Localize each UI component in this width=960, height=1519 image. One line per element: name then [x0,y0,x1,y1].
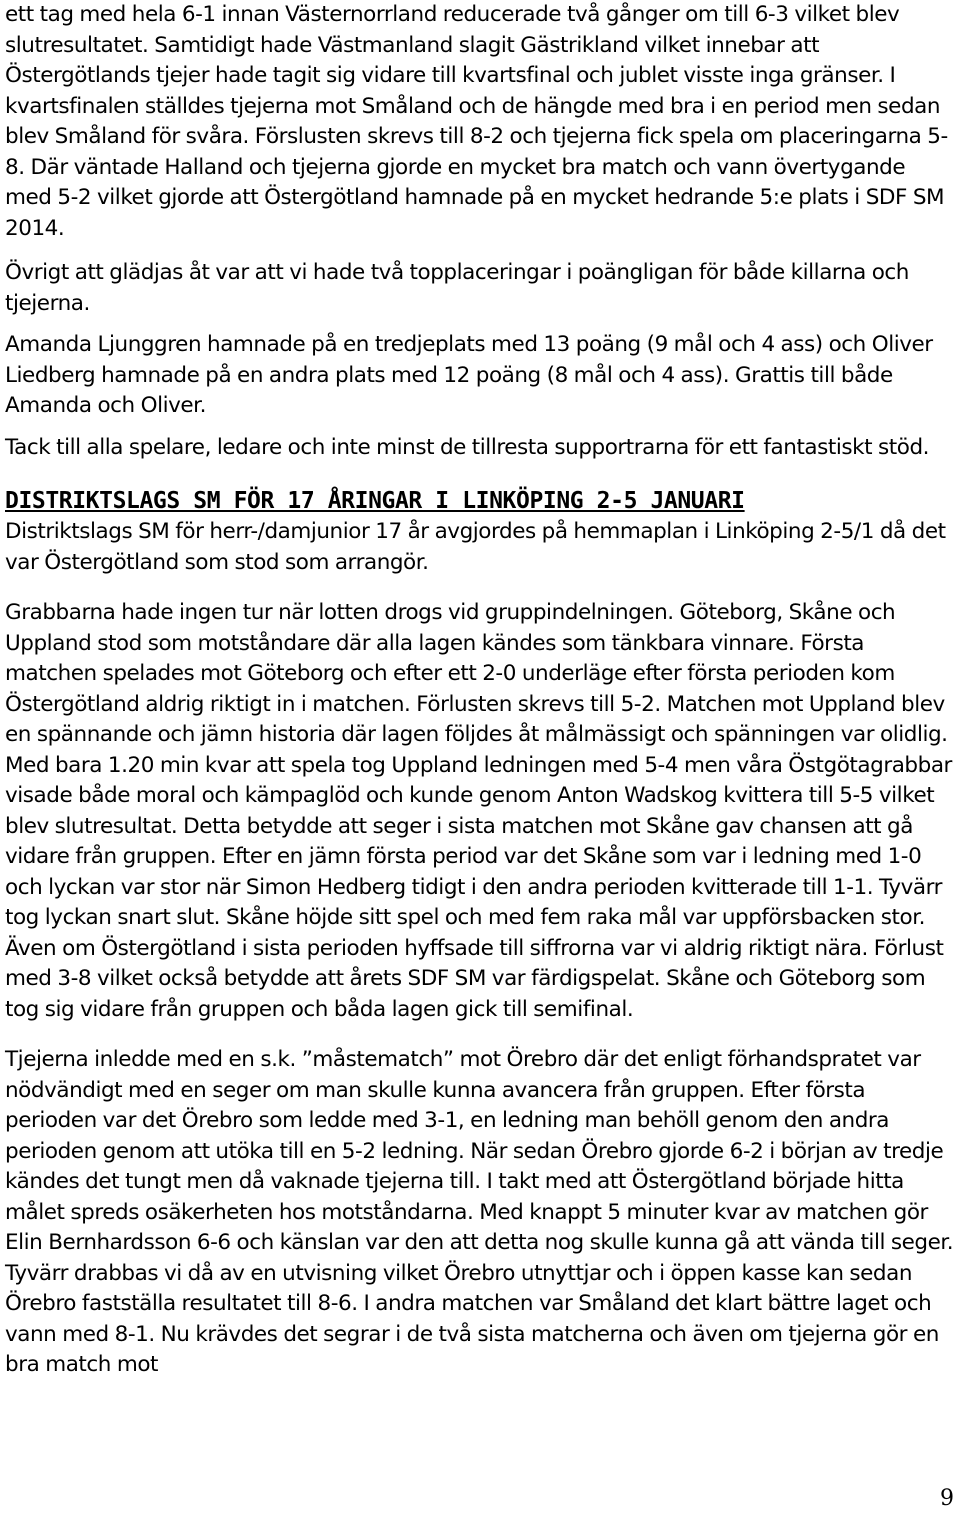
paragraph-scoring-league: Övrigt att glädjas åt var att vi hade två topplaceringar i poängligan för både killarna och tjejerna. [5,260,909,316]
section-heading: DISTRIKTSLAGS SM FÖR 17 ÅRINGAR I LINKÖPING 2-5 JANUARI [5,488,745,514]
paragraph-top-scorers: Amanda Ljunggren hamnade på en tredjeplats med 13 poäng (9 mål och 4 ass) och Oliver Liedberg hamnade på en andra plats med 12 poäng (8 mål och 4 ass). Grattis till både Amanda och Oliver. [5,332,933,418]
document-page [5,0,957,1381]
paragraph-section-intro: Distriktslags SM för herr-/damjunior 17 år avgjordes på hemmaplan i Linköping 2-5/1 då det var Östergötland som stod som arrangör. [5,519,946,575]
paragraph-boys-report: Grabbarna hade ingen tur när lotten drogs vid gruppindelningen. Göteborg, Skåne och Uppland stod som motståndare där alla lagen kändes som tänkbara vinnare. Första matchen spelades mot Göteborg och efter ett 2-0 underläge efter första perioden kom Östergötland aldrig riktigt in i matchen. Förlusten skrevs till 5-2. Matchen mot Uppland blev en spännande och jämn historia där lagen följdes åt målmässigt och spänningen var olidlig. Med bara 1.20 min kvar att spela tog Uppland ledningen med 5-4 men våra Östgötagrabbar visade både moral och kämpaglöd och kunde genom Anton Wadskog kvittera till 5-5 vilket blev slutresultat. Detta betydde att seger i sista matchen mot Skåne gav chansen att gå vidare från gruppen. Efter en jämn första period var det Skåne som var i ledning med 1-0 och lyckan var stor när Simon Hedberg tidigt i den andra perioden kvitterade till 1-1. Tyvärr tog lyckan snart slut. Skåne höjde sitt spel och med fem raka mål var uppförsbacken stor. Även om Östergötland i sista perioden hyffsade till siffrorna var vi aldrig riktigt nära. Förlust med 3-8 vilket också betydde att årets SDF SM var färdigspelat. Skåne och Göteborg som tog sig vidare från gruppen och båda lagen gick till semifinal. [5,600,952,1022]
paragraph-girls-report: Tjejerna inledde med en s.k. ”måstematch” mot Örebro där det enligt förhandspratet var nödvändigt med en seger om man skulle kunna avancera från gruppen. Efter första perioden var det Örebro som ledde med 3-1, en ledning man behöll genom den andra perioden genom att utöka till en 5-2 ledning. När sedan Örebro gjorde 6-2 i början av tredje kändes det tungt men då vaknade tjejerna till. I takt med att Östergötland började hitta målet spreds osäkerheten hos motståndarna. Med knappt 5 minuter kvar av matchen gör Elin Bernhardsson 6-6 och känslan var den att detta nog skulle kunna gå att vända till seger. Tyvärr drabbas vi då av en utvisning vilket Örebro utnyttjar och i öppen kasse kan sedan Örebro fastställa resultatet till 8-6. I andra matchen var Småland det klart bättre laget och vann med 8-1. Nu krävdes det segrar i de två sista matcherna och även om tjejerna gör en bra match mot [5,1047,954,1377]
paragraph-tournament-result: ett tag med hela 6-1 innan Västernorrland reducerade två gånger om till 6-3 vilket blev slutresultatet. Samtidigt hade Västmanland slagit Gästrikland vilket innebar att Östergötlands tjejer hade tagit sig vidare till kvartsfinal och jublet visste inga gränser. I kvartsfinalen ställdes tjejerna mot Småland och de hängde med bra i en period men sedan blev Småland för svåra. Förslusten skrevs till 8-2 och tjejerna fick spela om placeringarna 5-8. Där väntade Halland och tjejerna gjorde en mycket bra match och vann övertygande med 5-2 vilket gjorde att Östergötland hamnade på en mycket hedrande 5:e plats i SDF SM 2014. [5,2,948,241]
paragraph-thanks: Tack till alla spelare, ledare och inte minst de tillresta supportrarna för ett fantastiskt stöd. [5,434,930,460]
page-number: 9 [940,1486,954,1511]
